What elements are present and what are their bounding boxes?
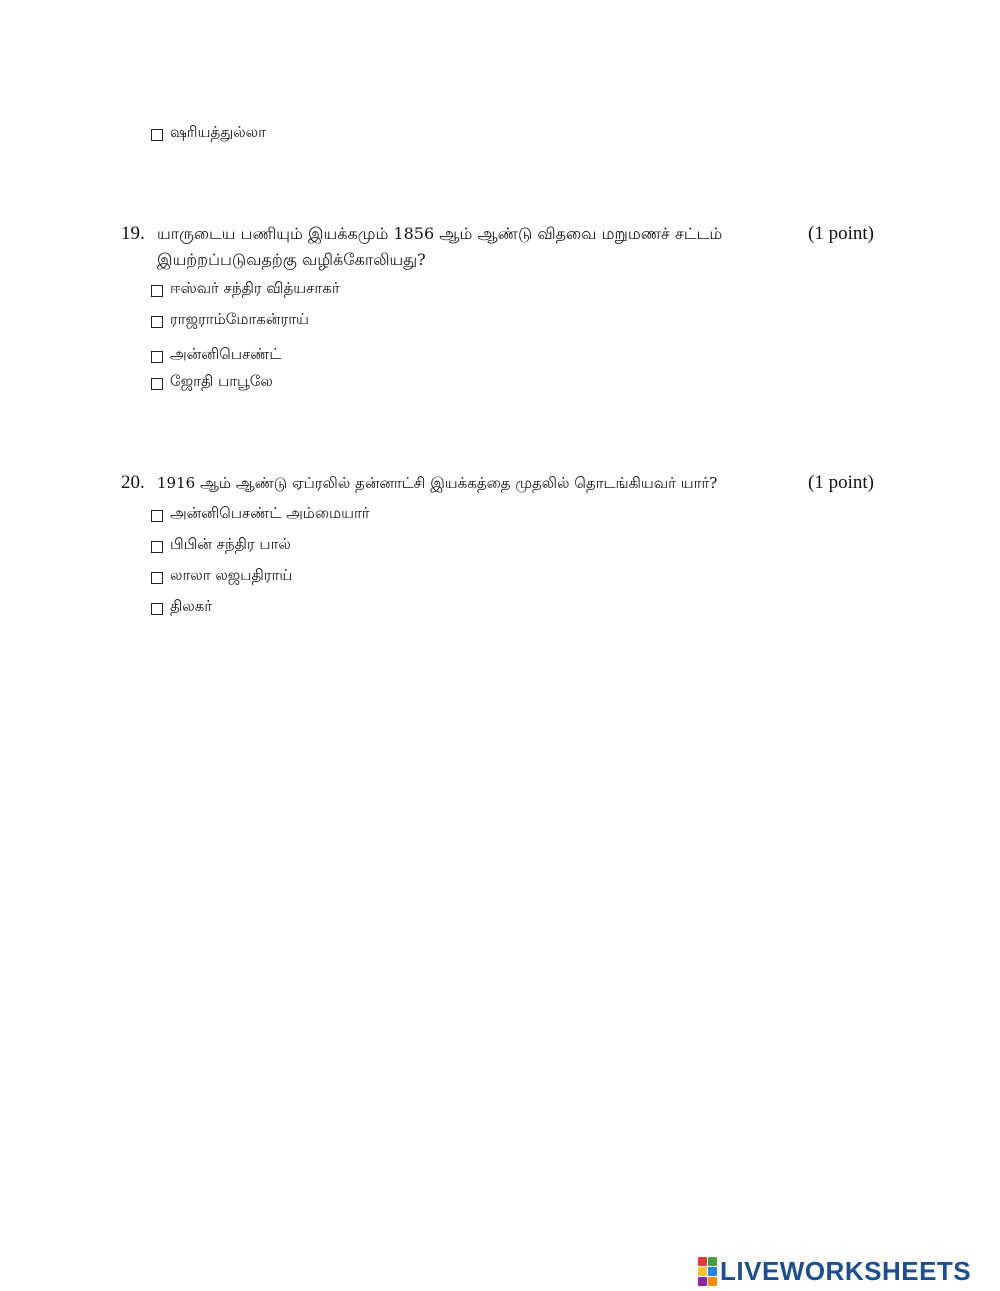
option-label: ராஜராம்மோகன்ராய்: [170, 310, 309, 328]
checkbox[interactable]: [151, 285, 163, 297]
question-number: 20.: [121, 472, 145, 493]
option-row: [151, 309, 309, 329]
option-row: [151, 596, 212, 616]
option-row: [151, 534, 291, 554]
checkbox[interactable]: [151, 572, 163, 584]
logo-text: LIVEWORKSHEETS: [720, 1256, 972, 1286]
option-label: திலகர்: [170, 597, 213, 615]
question-text-line-2: இயற்றப்படுவதற்கு வழிக்கோலியது?: [157, 250, 426, 269]
option-label: அன்னிபெசண்ட் அம்மையார்: [170, 504, 370, 522]
question-points: (1 point): [808, 472, 874, 493]
option-row: [151, 371, 273, 391]
option-label: ஈஸ்வர் சந்திர வித்யசாகர்: [170, 279, 340, 297]
option-row: [151, 565, 292, 585]
option-row: [151, 344, 281, 364]
option-row: [151, 122, 266, 142]
checkbox[interactable]: [151, 316, 163, 328]
liveworksheets-logo: [698, 1256, 971, 1286]
question-text-line-1: யாருடைய பணியும் இயக்கமும் 1856 ஆம் ஆண்டு விதவை மறுமணச் சட்டம்: [157, 224, 723, 243]
option-label: பிபின் சந்திர பால்: [170, 535, 291, 553]
checkbox[interactable]: [151, 603, 163, 615]
logo-squares-icon: [698, 1257, 717, 1286]
question-points: (1 point): [808, 223, 874, 244]
option-row: [151, 278, 340, 298]
option-label: லாலா லஜபதிராய்: [170, 566, 293, 584]
option-label: ஷரியத்துல்லா: [170, 123, 266, 141]
logo-square: [698, 1257, 707, 1266]
logo-square: [708, 1257, 717, 1266]
checkbox[interactable]: [151, 510, 163, 522]
option-row: [151, 503, 370, 523]
checkbox[interactable]: [151, 541, 163, 553]
option-label: ஜோதி பாபூலே: [170, 372, 273, 390]
logo-square: [708, 1277, 717, 1286]
question-number: 19.: [121, 223, 145, 244]
logo-square: [698, 1267, 707, 1276]
logo-square: [698, 1277, 707, 1286]
checkbox[interactable]: [151, 129, 163, 141]
checkbox[interactable]: [151, 378, 163, 390]
option-label: அன்னிபெசண்ட்: [170, 345, 282, 363]
logo-square: [708, 1267, 717, 1276]
question-text-line-1: 1916 ஆம் ஆண்டு ஏப்ரலில் தன்னாட்சி இயக்கத்தை முதலில் தொடங்கியவர் யார்?: [157, 474, 718, 492]
checkbox[interactable]: [151, 351, 163, 363]
